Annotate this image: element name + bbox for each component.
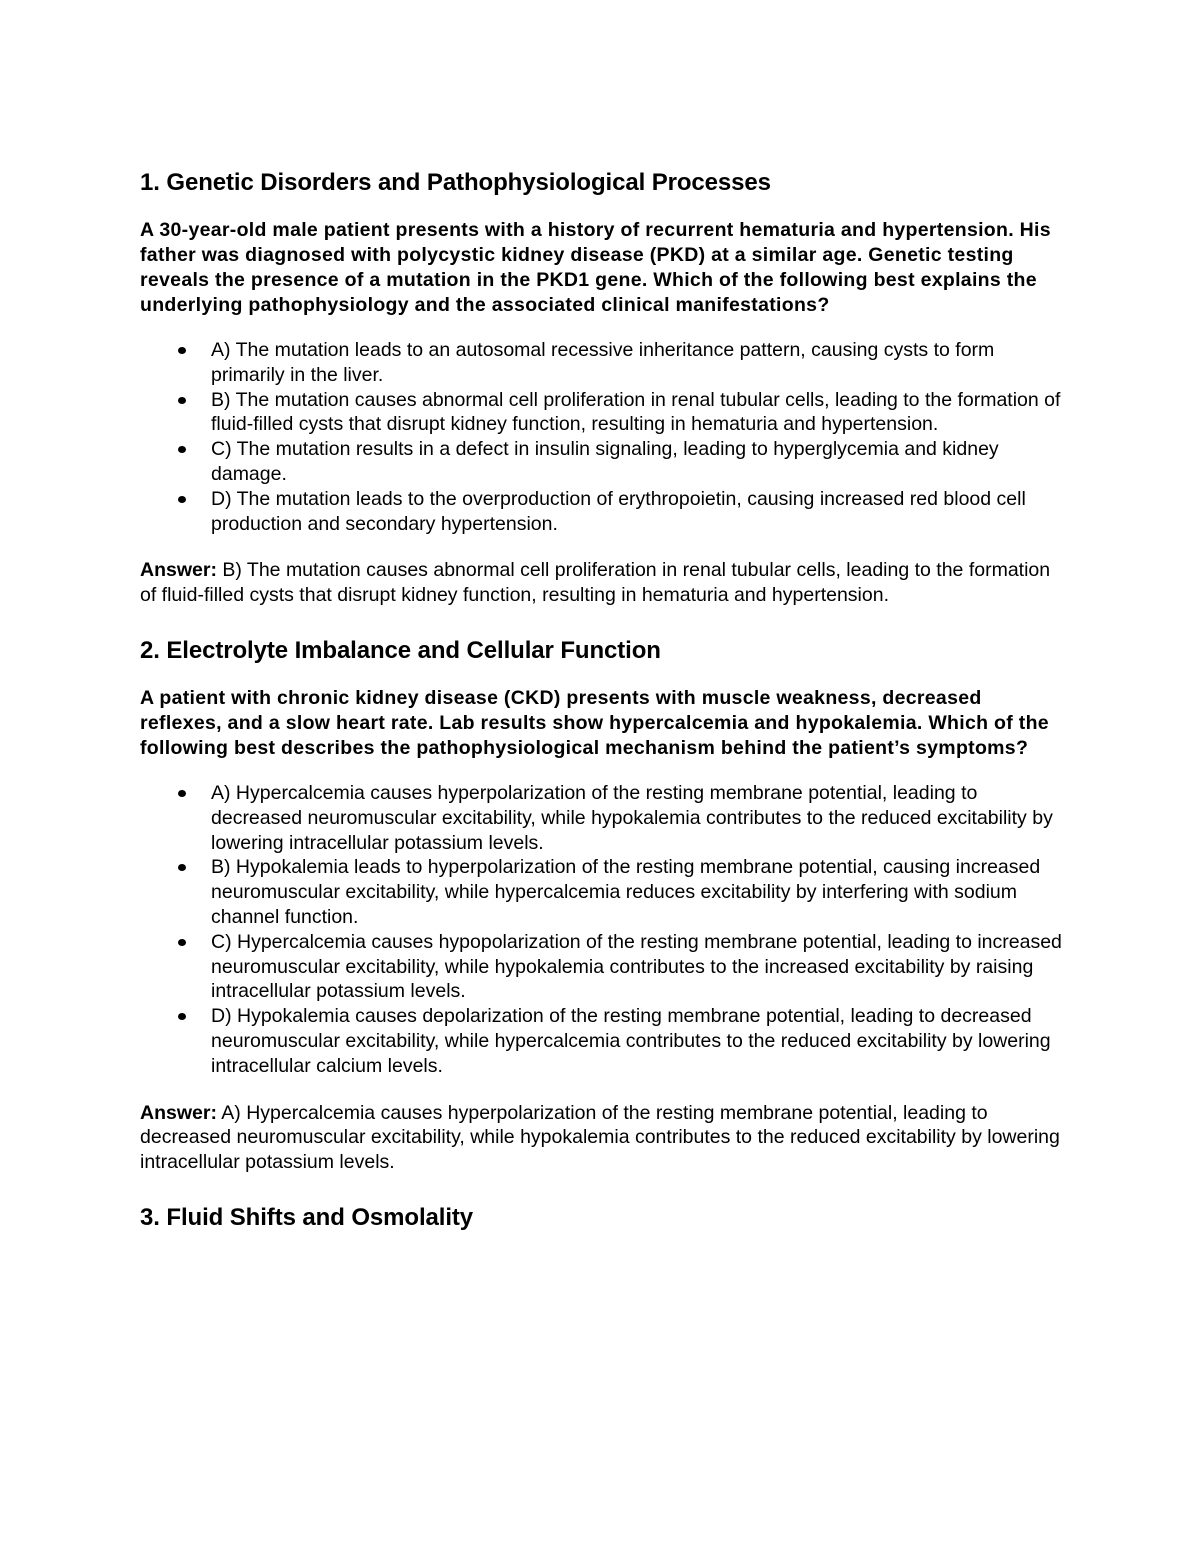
option-text: A) The mutation leads to an autosomal recessive inheritance pattern, causing cysts to form primarily in the liver. [211, 339, 995, 386]
answer-text: A) Hypercalcemia causes hyperpolarization of the resting membrane potential, leading to decreased neuromuscular excitability, while hypokalemia contributes to the reduced excitability by lowering intracellular potassium levels. [140, 1101, 1060, 1174]
option-a [140, 781, 1065, 855]
option-text: A) Hypercalcemia causes hyperpolarization of the resting membrane potential, leading to decreased neuromuscular excitability, while hypokalemia contributes to the reduced excitability by lowering intracellular potassium levels. [211, 781, 1053, 854]
answer-label: Answer: [140, 1101, 217, 1124]
bullet-icon [178, 446, 186, 453]
section-3 [140, 1203, 1065, 1233]
option-text: D) Hypokalemia causes depolarization of the resting membrane potential, leading to decreased neuromuscular excitability, while hypercalcemia contributes to the reduced excitability by lowering intracellular calcium levels. [211, 1005, 1051, 1077]
question-text: A 30-year-old male patient presents with a history of recurrent hematuria and hypertension. His father was diagnosed with polycystic kidney disease (PKD) at a similar age. Genetic testing reveals the presence of a mutation in the PKD1 gene. Which of the following best explains the underlying pathophysiology and the associated clinical manifestations? [140, 219, 1051, 316]
option-d [140, 487, 1065, 537]
option-b [140, 855, 1065, 929]
answer-paragraph [140, 558, 1065, 608]
section-heading: 2. Electrolyte Imbalance and Cellular Function [140, 636, 661, 664]
section-heading: 3. Fluid Shifts and Osmolality [140, 1203, 474, 1231]
document-page [140, 168, 1065, 1253]
option-c [140, 437, 1065, 487]
option-text: C) Hypercalcemia causes hypopolarization of the resting membrane potential, leading to increased neuromuscular excitability, while hypokalemia contributes to the increased excitability by raising intracellular potassium levels. [211, 930, 1062, 1003]
bullet-icon [178, 496, 186, 503]
bullet-icon [178, 347, 186, 354]
section-heading: 1. Genetic Disorders and Pathophysiological Processes [140, 169, 771, 196]
bullet-icon [178, 397, 186, 404]
option-d [140, 1004, 1065, 1078]
option-text: B) Hypokalemia leads to hyperpolarization of the resting membrane potential, causing increased neuromuscular excitability, while hypercalcemia reduces excitability by interfering with sodium channel function. [211, 856, 1041, 928]
option-a [140, 338, 1065, 388]
answer-paragraph [140, 1101, 1065, 1175]
option-text: B) The mutation causes abnormal cell proliferation in renal tubular cells, leading to the formation of fluid-filled cysts that disrupt kidney function, resulting in hematuria and hypertension. [211, 388, 1061, 436]
option-b [140, 388, 1065, 438]
bullet-icon [178, 790, 186, 797]
option-text: D) The mutation leads to the overproduction of erythropoietin, causing increased red blood cell production and secondary hypertension. [211, 487, 1026, 535]
section-2 [140, 636, 1065, 1175]
section-1 [140, 168, 1065, 608]
answer-text: B) The mutation causes abnormal cell proliferation in renal tubular cells, leading to the formation of fluid-filled cysts that disrupt kidney function, resulting in hematuria and hypertension. [140, 559, 1051, 607]
option-c [140, 930, 1065, 1004]
option-text: C) The mutation results in a defect in insulin signaling, leading to hyperglycemia and kidney damage. [211, 438, 999, 485]
answer-label: Answer: [140, 559, 217, 582]
bullet-icon [178, 1013, 186, 1020]
bullet-icon [178, 864, 186, 871]
bullet-icon [178, 939, 186, 946]
answer-options-list [140, 781, 1065, 1079]
question-text: A patient with chronic kidney disease (CKD) presents with muscle weakness, decreased reflexes, and a slow heart rate. Lab results show hypercalcemia and hypokalemia. Which of the following best describes the pathophysiological mechanism behind the patient’s symptoms? [140, 686, 1049, 759]
answer-options-list [140, 338, 1065, 536]
